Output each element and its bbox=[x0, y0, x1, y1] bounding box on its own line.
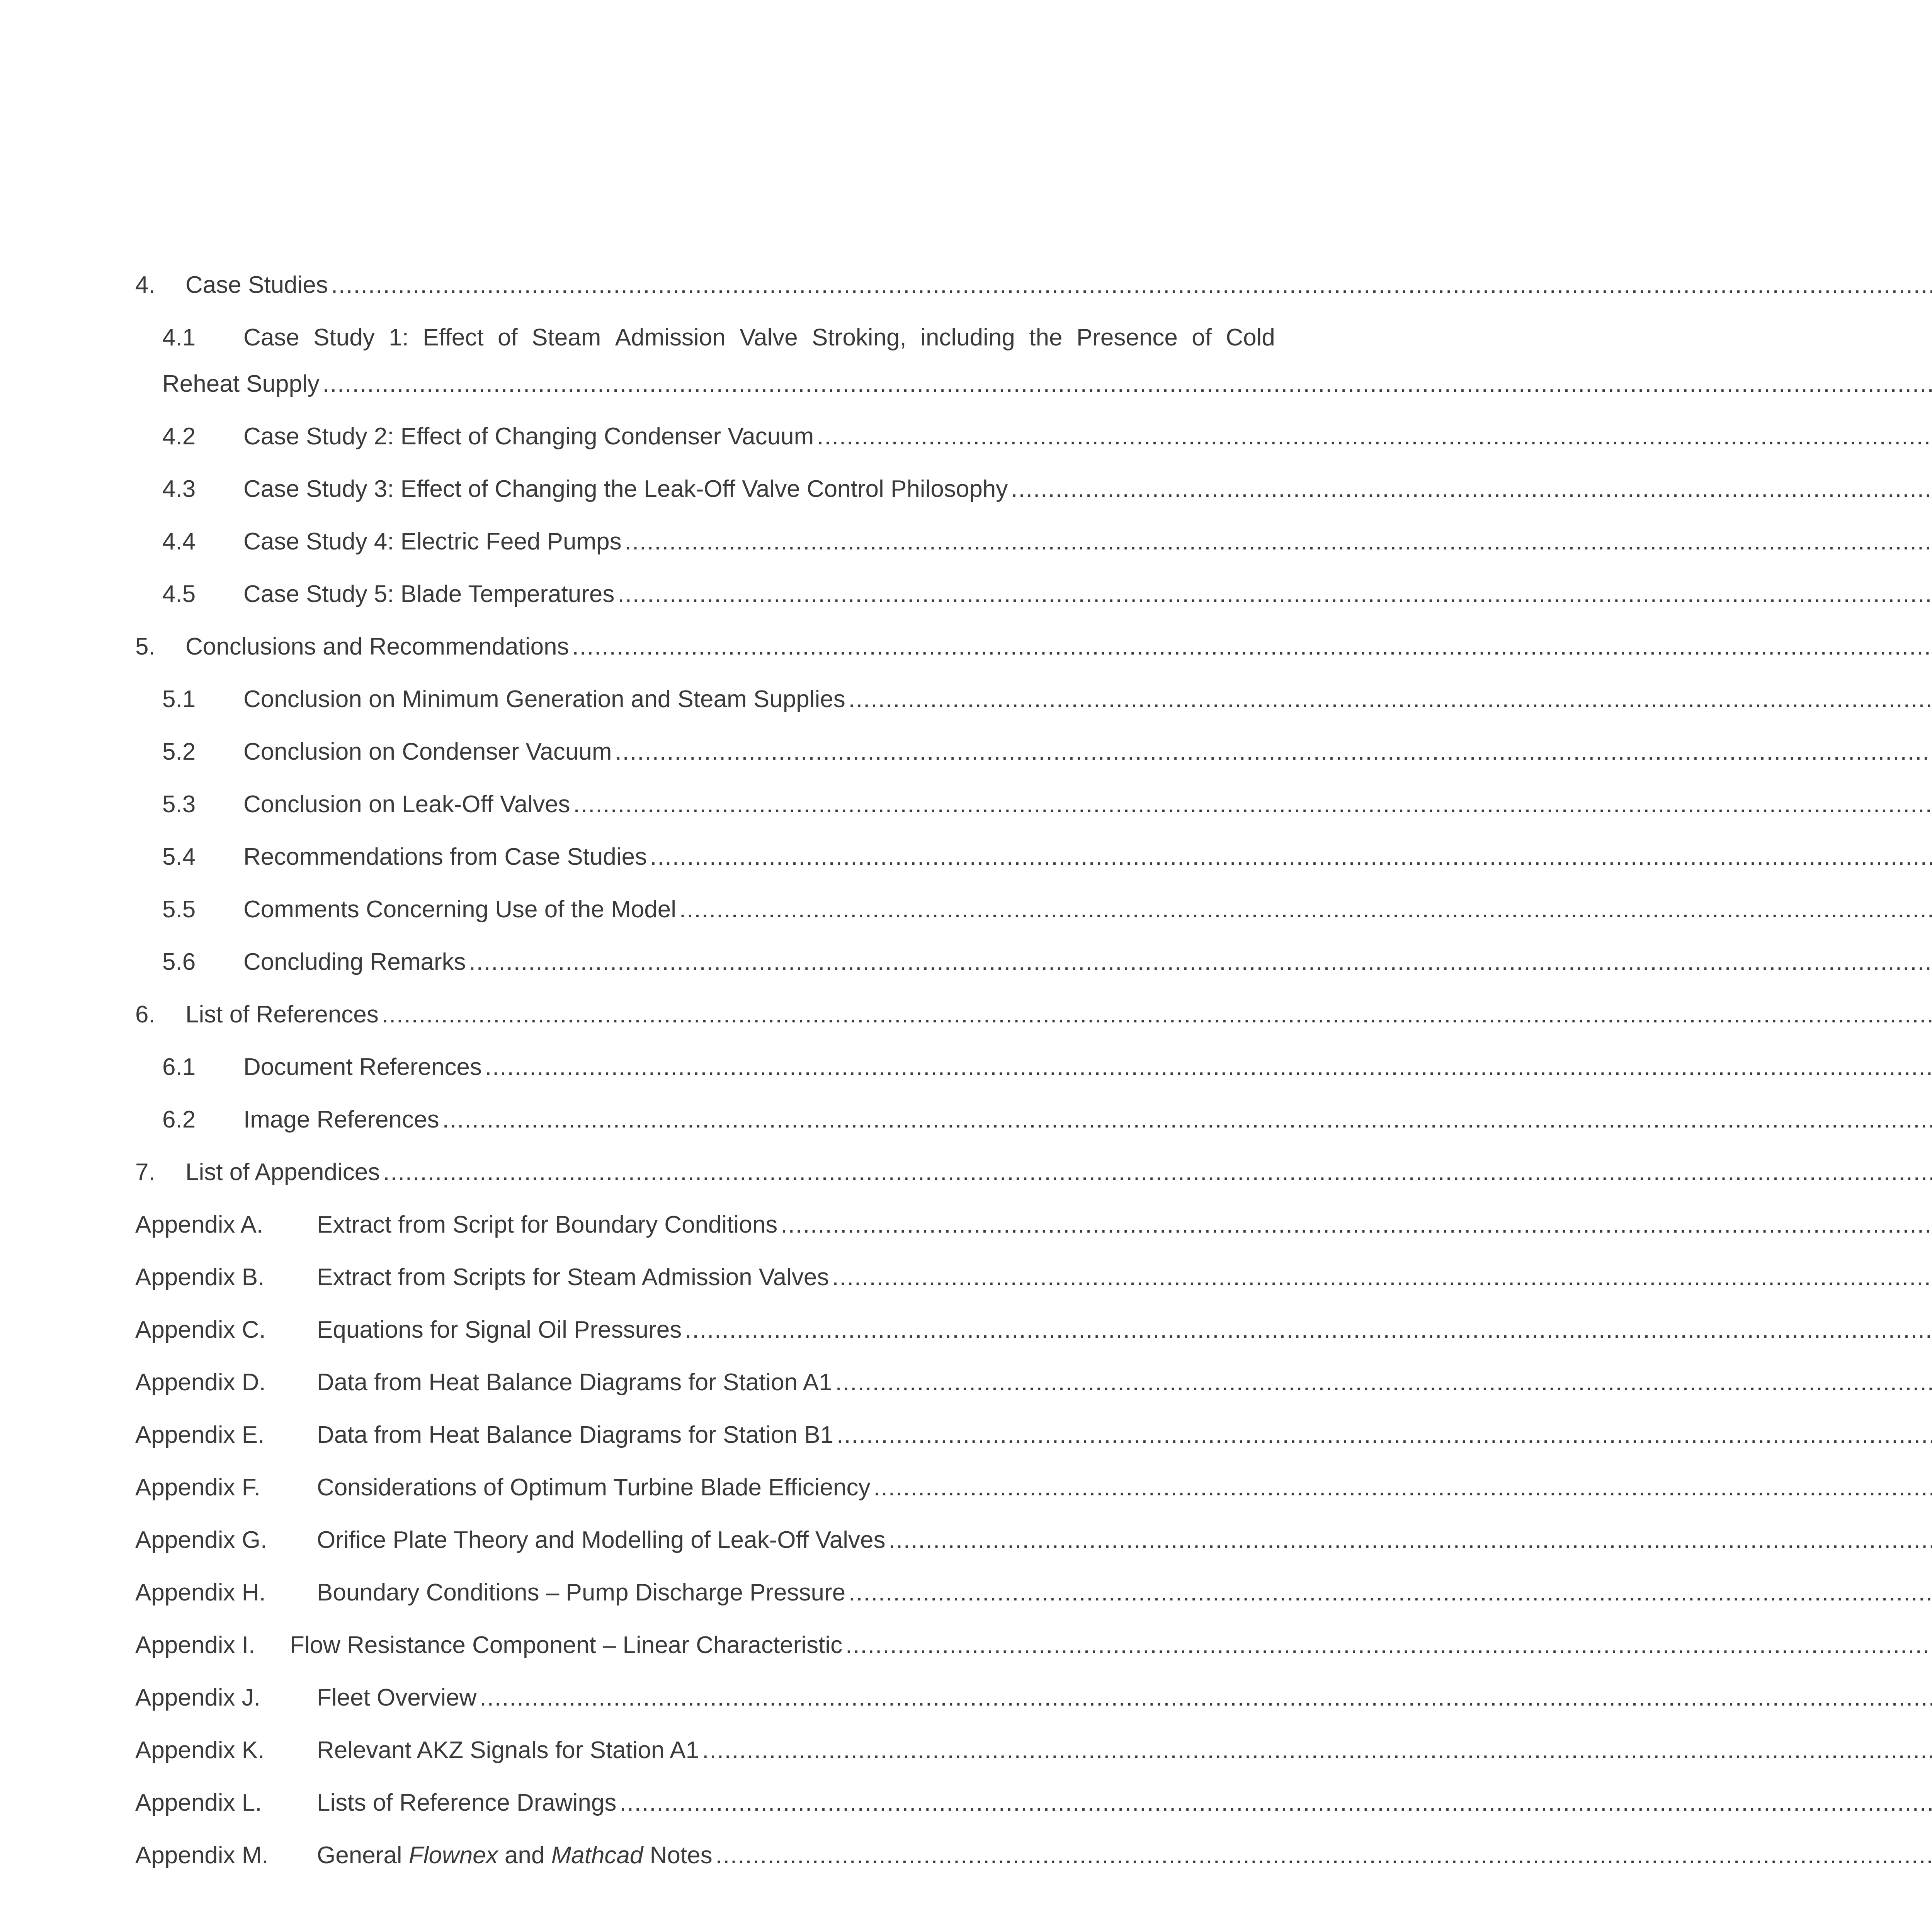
toc-number: Appendix C. bbox=[135, 1316, 266, 1343]
toc-leader bbox=[835, 1368, 1932, 1397]
toc-leader bbox=[1011, 474, 1932, 504]
toc-number: 5.3 bbox=[162, 791, 196, 818]
toc-title-part-italic: Mathcad bbox=[551, 1842, 643, 1869]
toc-title: Lists of Reference Drawings bbox=[317, 1789, 617, 1816]
toc-title: Conclusion on Condenser Vacuum bbox=[243, 738, 612, 765]
toc-leader bbox=[485, 1053, 1932, 1082]
toc-entry-6-2[interactable] bbox=[135, 1105, 1275, 1158]
toc-title-line2: Reheat Supply bbox=[162, 371, 320, 397]
toc-title: Flow Resistance Component – Linear Characteristic bbox=[290, 1632, 843, 1658]
toc-title: Conclusions and Recommendations bbox=[185, 633, 569, 660]
toc-number: Appendix G. bbox=[135, 1527, 267, 1553]
toc-entry-4-4[interactable] bbox=[135, 527, 1275, 580]
toc-entry-appendix-d[interactable] bbox=[135, 1368, 1275, 1420]
toc-leader bbox=[617, 580, 1932, 609]
toc-number: 5. bbox=[135, 633, 155, 660]
toc-leader bbox=[480, 1683, 1932, 1713]
toc-title: Relevant AKZ Signals for Station A1 bbox=[317, 1737, 699, 1764]
toc-number: Appendix B. bbox=[135, 1264, 265, 1291]
toc-title: List of References bbox=[185, 1001, 379, 1028]
toc-number: 4.4 bbox=[162, 528, 196, 555]
toc-entry-5-4[interactable] bbox=[135, 842, 1275, 895]
toc-number: Appendix F. bbox=[135, 1474, 260, 1501]
toc-leader bbox=[702, 1736, 1932, 1765]
toc-title: Recommendations from Case Studies bbox=[243, 844, 647, 870]
toc-leader bbox=[619, 1788, 1932, 1818]
toc-title: Document References bbox=[243, 1054, 482, 1080]
toc-leader bbox=[685, 1315, 1932, 1345]
toc-number: 4.1 bbox=[162, 324, 196, 351]
toc-number: 4. bbox=[135, 272, 155, 298]
toc-entry-4-1[interactable] bbox=[135, 323, 1275, 422]
toc-number: 6. bbox=[135, 1001, 155, 1028]
toc-number: 5.5 bbox=[162, 896, 196, 923]
toc-title: Extract from Scripts for Steam Admission Valves bbox=[317, 1264, 829, 1291]
toc-word: of bbox=[1192, 324, 1212, 351]
toc-entry-4-5[interactable] bbox=[135, 580, 1275, 632]
toc-leader bbox=[650, 842, 1932, 872]
toc-number: Appendix I. bbox=[135, 1632, 255, 1658]
toc-entry-5-3[interactable] bbox=[135, 790, 1275, 842]
toc-leader bbox=[781, 1210, 1932, 1240]
toc-entry-appendix-j[interactable] bbox=[135, 1683, 1275, 1736]
toc-leader bbox=[817, 422, 1932, 451]
toc-number: 5.4 bbox=[162, 844, 196, 870]
toc-title: Data from Heat Balance Diagrams for Station B1 bbox=[317, 1422, 834, 1448]
toc-leader bbox=[679, 895, 1932, 924]
toc-number: Appendix J. bbox=[135, 1684, 260, 1711]
toc-title-line1 bbox=[243, 323, 1275, 352]
toc-leader bbox=[845, 1631, 1932, 1660]
toc-entry-5-6[interactable] bbox=[135, 947, 1275, 1000]
toc-title: Data from Heat Balance Diagrams for Station A1 bbox=[317, 1369, 832, 1396]
toc-word: the bbox=[1029, 324, 1063, 351]
toc-word: Stroking, bbox=[812, 324, 906, 351]
toc-entry-6[interactable] bbox=[135, 1000, 1275, 1053]
toc-number: 5.2 bbox=[162, 738, 196, 765]
toc-title-part-italic: Flownex bbox=[408, 1842, 498, 1869]
toc-title: Case Studies bbox=[185, 272, 328, 298]
toc-title: Conclusion on Leak-Off Valves bbox=[243, 791, 570, 818]
toc-word: Steam bbox=[532, 324, 601, 351]
toc-title: Orifice Plate Theory and Modelling of Leak-Off Valves bbox=[317, 1527, 886, 1553]
toc-entry-appendix-l[interactable] bbox=[135, 1788, 1275, 1841]
toc-entry-4[interactable] bbox=[135, 270, 1275, 323]
toc-entry-appendix-m[interactable] bbox=[135, 1841, 1275, 1893]
toc-leader bbox=[832, 1263, 1932, 1292]
toc-entry-6-1[interactable] bbox=[135, 1053, 1275, 1105]
toc-word: Presence bbox=[1076, 324, 1178, 351]
toc-word: 1: bbox=[389, 324, 409, 351]
toc-title: Concluding Remarks bbox=[243, 949, 466, 975]
toc-title: Case Study 3: Effect of Changing the Leak-Off Valve Control Philosophy bbox=[243, 476, 1008, 502]
toc-entry-7[interactable] bbox=[135, 1158, 1275, 1210]
toc-title: Boundary Conditions – Pump Discharge Pressure bbox=[317, 1579, 846, 1606]
toc-entry-appendix-h[interactable] bbox=[135, 1578, 1275, 1631]
toc-title: Comments Concerning Use of the Model bbox=[243, 896, 676, 923]
toc-leader bbox=[615, 737, 1932, 767]
toc-leader bbox=[382, 1000, 1932, 1029]
toc-leader bbox=[873, 1473, 1932, 1502]
toc-title-part: Notes bbox=[643, 1842, 713, 1869]
toc-number: Appendix K. bbox=[135, 1737, 265, 1764]
toc-entry-4-3[interactable] bbox=[135, 474, 1275, 527]
toc-title: Fleet Overview bbox=[317, 1684, 477, 1711]
toc-entry-appendix-c[interactable] bbox=[135, 1315, 1275, 1368]
toc-word: Cold bbox=[1226, 324, 1275, 351]
toc-leader bbox=[837, 1420, 1932, 1450]
toc-leader bbox=[572, 632, 1932, 662]
toc-entry-appendix-e[interactable] bbox=[135, 1420, 1275, 1473]
toc-leader bbox=[573, 790, 1932, 819]
toc-word: Case bbox=[243, 324, 299, 351]
toc-number: 6.2 bbox=[162, 1106, 196, 1133]
toc-number: 5.1 bbox=[162, 686, 196, 713]
toc-number: 6.1 bbox=[162, 1054, 196, 1080]
toc-leader bbox=[442, 1105, 1932, 1134]
toc-number: 4.2 bbox=[162, 423, 196, 450]
toc-entry-appendix-g[interactable] bbox=[135, 1526, 1275, 1578]
toc-entry-appendix-a[interactable] bbox=[135, 1210, 1275, 1263]
toc-leader bbox=[716, 1841, 1932, 1870]
toc-title: Equations for Signal Oil Pressures bbox=[317, 1316, 682, 1343]
toc-title bbox=[317, 1841, 713, 1870]
toc-title: Case Study 2: Effect of Changing Condenser Vacuum bbox=[243, 423, 814, 450]
toc-title-part: and bbox=[498, 1842, 551, 1869]
toc-entry-appendix-b[interactable] bbox=[135, 1263, 1275, 1315]
toc-word: Study bbox=[313, 324, 375, 351]
table-of-contents bbox=[135, 270, 1275, 1893]
toc-number: 4.3 bbox=[162, 476, 196, 502]
toc-leader bbox=[889, 1526, 1932, 1555]
toc-title: Considerations of Optimum Turbine Blade Efficiency bbox=[317, 1474, 871, 1501]
toc-number: Appendix M. bbox=[135, 1842, 269, 1869]
toc-entry-5-2[interactable] bbox=[135, 737, 1275, 790]
toc-number: 4.5 bbox=[162, 581, 196, 607]
toc-leader bbox=[625, 527, 1932, 556]
toc-leader bbox=[849, 1578, 1932, 1607]
toc-leader bbox=[331, 270, 1932, 300]
toc-number: Appendix E. bbox=[135, 1422, 265, 1448]
toc-number: 5.6 bbox=[162, 949, 196, 975]
toc-title: Case Study 4: Electric Feed Pumps bbox=[243, 528, 622, 555]
toc-entry-appendix-f[interactable] bbox=[135, 1473, 1275, 1526]
toc-word: including bbox=[920, 324, 1015, 351]
toc-word: Admission bbox=[615, 324, 726, 351]
toc-number: Appendix A. bbox=[135, 1211, 263, 1238]
toc-title: Image References bbox=[243, 1106, 439, 1133]
toc-title-part: General bbox=[317, 1842, 409, 1869]
toc-number: Appendix H. bbox=[135, 1579, 266, 1606]
toc-number: Appendix L. bbox=[135, 1789, 262, 1816]
toc-entry-4-2[interactable] bbox=[135, 422, 1275, 474]
toc-leader bbox=[383, 1158, 1932, 1187]
toc-title: List of Appendices bbox=[185, 1159, 380, 1185]
toc-entry-5-5[interactable] bbox=[135, 895, 1275, 947]
toc-title: Conclusion on Minimum Generation and Steam Supplies bbox=[243, 686, 845, 713]
toc-number: Appendix D. bbox=[135, 1369, 266, 1396]
toc-word: Effect bbox=[423, 324, 484, 351]
toc-word: of bbox=[498, 324, 518, 351]
toc-title: Extract from Script for Boundary Conditions bbox=[317, 1211, 778, 1238]
toc-entry-appendix-k[interactable] bbox=[135, 1736, 1275, 1788]
toc-entry-appendix-i[interactable] bbox=[135, 1631, 1275, 1683]
toc-entry-5-1[interactable] bbox=[135, 685, 1275, 737]
toc-leader bbox=[469, 947, 1932, 977]
toc-word: Valve bbox=[740, 324, 798, 351]
toc-number: 7. bbox=[135, 1159, 155, 1185]
toc-title: Case Study 5: Blade Temperatures bbox=[243, 581, 615, 607]
toc-leader bbox=[323, 369, 1932, 399]
toc-leader bbox=[849, 685, 1932, 714]
toc-entry-5[interactable] bbox=[135, 632, 1275, 685]
